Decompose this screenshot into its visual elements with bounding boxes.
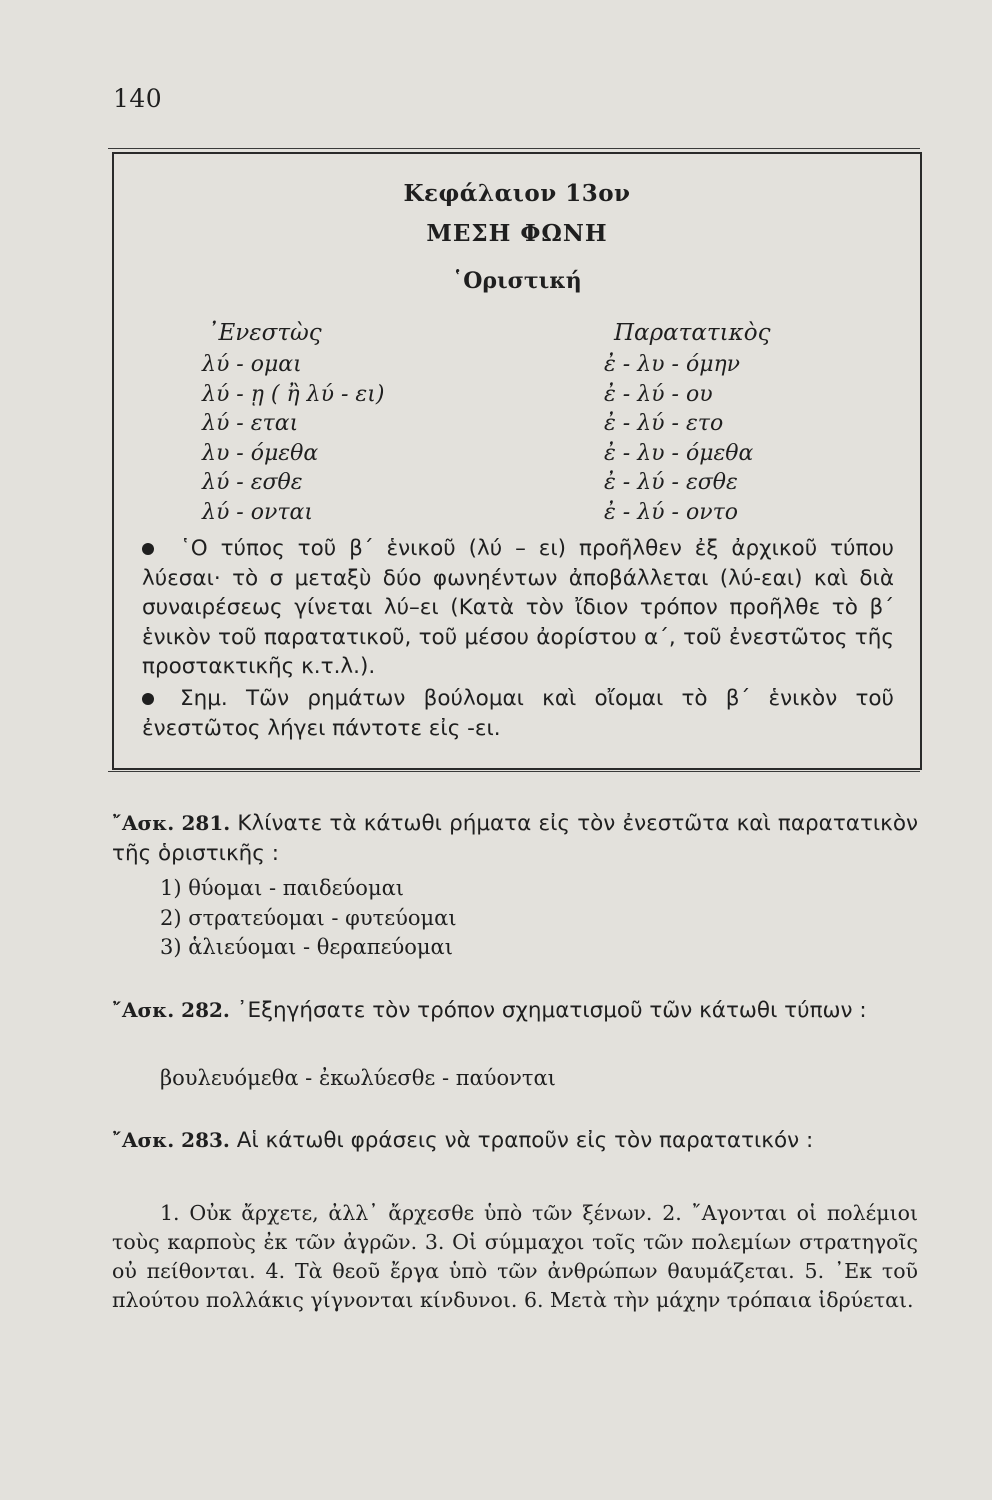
exercise-text: ᾿Εξηγήσατε τὸν τρόπον σχηματισμοῦ τῶν κάτωθι τύπων :	[236, 998, 867, 1023]
list-item: 1) θύομαι - παιδεύομαι	[160, 876, 405, 900]
present-form: λύ - ονται	[202, 499, 314, 525]
exercise-text: Κλίνατε τὰ κάτωθι ρήματα εἰς τὸν ἐνεστῶτα καὶ παρατατικὸν τῆς ὁριστικῆς :	[112, 811, 918, 866]
imperfect-heading: Παρατατικὸς	[614, 320, 771, 346]
chapter-title: Κεφάλαιον 13ον	[403, 180, 631, 207]
exercise-283	[112, 1126, 918, 1156]
bullet-icon	[142, 693, 154, 705]
grammar-box	[112, 152, 922, 770]
remark-paragraph	[142, 684, 894, 743]
exercise-281	[112, 809, 918, 868]
imperfect-form: ἐ - λυ - όμην	[604, 352, 741, 377]
present-form: λυ - όμεθα	[202, 440, 319, 466]
bullet-icon	[142, 543, 154, 555]
remark-text: Σημ. Τῶν ρημάτων βούλομαι καὶ οἴομαι τὸ β΄ ἑνικὸν τοῦ ἐνεστῶτος λήγει πάντοτε εἰς -ει.	[142, 686, 894, 741]
imperfect-form: ἐ - λύ - οντο	[604, 499, 738, 525]
present-form: λύ - ομαι	[202, 352, 302, 377]
mood-title: ῾Οριστική	[452, 268, 582, 294]
present-form: λύ - εσθε	[202, 470, 303, 495]
imperfect-form: ἐ - λύ - ου	[604, 381, 713, 407]
list-item: 3) ἁλιεύομαι - θεραπεύομαι	[160, 935, 453, 959]
present-form: λύ - εται	[202, 411, 299, 436]
exercise-label: ῎Ασκ. 281.	[112, 811, 231, 835]
imperfect-form: ἐ - λύ - ετο	[604, 411, 724, 436]
present-forms	[202, 350, 384, 527]
imperfect-form: ἐ - λύ - εσθε	[604, 470, 738, 495]
note-text: ῾Ο τύπος τοῦ β΄ ἑνικοῦ (λύ – ει) προῆλθεν ἐξ ἀρχικοῦ τύπου λύεσαι· τὸ σ μεταξὺ δύο φωνηέντων ἀποβάλλεται (λύ-εαι) καὶ διὰ συναιρέσεως γίνεται λύ–ει (Κατὰ τὸν ἴδιον τρόπον προῆλθε τὸ β΄ ἑνικὸν τοῦ παρατατικοῦ, τοῦ μέσου ἀορίστου α΄, τοῦ ἐνεστῶτος τῆς προστακτικῆς κ.τ.λ.).	[142, 536, 894, 679]
imperfect-form: ἐ - λυ - όμεθα	[604, 440, 754, 466]
box-bottom-rule	[108, 771, 920, 772]
exercise-282	[112, 996, 918, 1026]
exercise-281-list	[160, 874, 457, 963]
note-paragraph	[142, 534, 894, 682]
imperfect-forms	[604, 350, 753, 527]
box-top-rule	[108, 148, 920, 149]
present-heading: ᾿Ενεστὼς	[207, 320, 322, 346]
exercise-text: Αἱ κάτωθι φράσεις νὰ τραποῦν εἰς τὸν παρατατικόν :	[236, 1128, 814, 1153]
voice-title: ΜΕΣΗ ΦΩΝΗ	[426, 220, 608, 247]
exercise-label: ῎Ασκ. 282.	[112, 998, 230, 1022]
list-item: 2) στρατεύομαι - φυτεύομαι	[160, 905, 457, 930]
page-number: 140	[113, 84, 163, 113]
present-form: λύ - ῃ ( ἢ λύ - ει)	[202, 381, 385, 407]
exercise-282-forms: βουλευόμεθα - ἐκωλύεσθε - παύονται	[160, 1066, 556, 1090]
exercise-label: ῎Ασκ. 283.	[112, 1128, 230, 1152]
exercise-283-sentences: 1. Οὐκ ἄρχετε, ἀλλ᾿ ἄρχεσθε ὑπὸ τῶν ξένων. 2. ῎Αγονται οἱ πολέμιοι τοὺς καρποὺς ἐκ τῶν ἀγρῶν. 3. Οἱ σύμμαχοι τοῖς τῶν πολεμίων στρατηγοῖς οὐ πείθονται. 4. Τὰ θεοῦ ἔργα ὑπὸ τῶν ἀνθρώπων θαυμάζεται. 5. ᾿Εκ τοῦ πλούτου πολλάκις γίγνονται κίνδυνοι. 6. Μετὰ τὴν μάχην τρόπαια ἱδρύεται.	[112, 1201, 918, 1312]
